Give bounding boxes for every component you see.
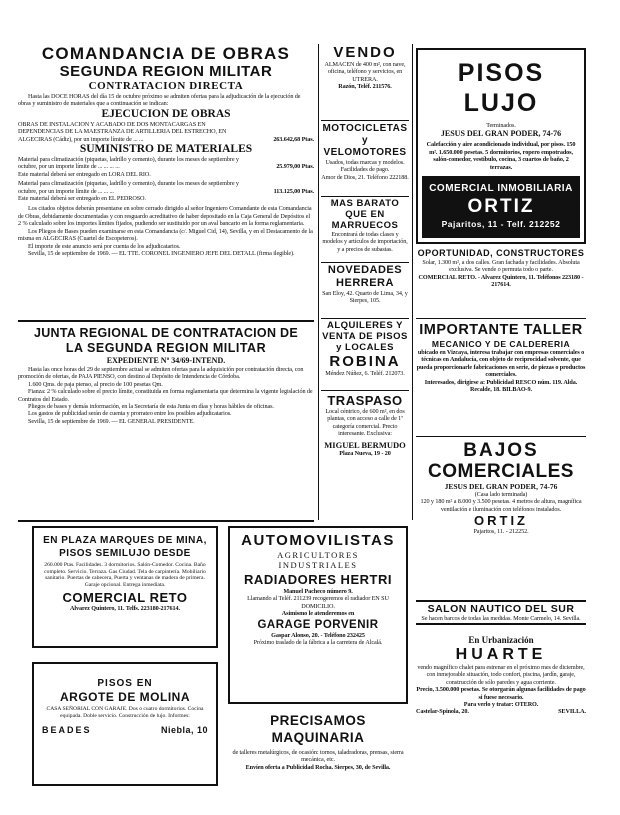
- marques-name: COMERCIAL RETO: [62, 590, 188, 606]
- obras-item-3: [18, 180, 314, 195]
- precisamos-text: de talleres metalúrgicos, de ocasión: tornos, taladradoras, prensas, sierra mecánica, etc.: [232, 749, 404, 764]
- taller-subtitle: MECANICO Y DE CALDERERIA: [431, 339, 571, 349]
- junta-quantity: 1.600 Qms. de paja pienso, al precio de 100 pesetas Qm.: [28, 380, 163, 388]
- argote-subtitle: ARGOTE DE MOLINA: [60, 690, 190, 704]
- taller-title: IMPORTANTE TALLER: [419, 322, 583, 338]
- vendo-title: VENDO: [333, 44, 397, 61]
- novedades-text: San Eloy, 42. Quarto de Lima, 34, y Sierpes, 105.: [322, 290, 408, 305]
- marques-subtitle: PISOS SEMILUJO DESDE: [59, 548, 191, 559]
- bajos-ad: [416, 440, 586, 536]
- robina-ad: [321, 320, 409, 377]
- obras-contratacion: CONTRATACION DIRECTA: [88, 80, 244, 92]
- novedades-ad: [321, 264, 409, 305]
- obras-intro: Hasta las DOCE HORAS del día 15 de octubre próximo se admiten ofertas para la adjudicación de la ejecución de obras y suministro de materiales que a continuación se indican:: [18, 93, 301, 108]
- junta-expediente: EXPEDIENTE Nº 34/69-INTEND.: [106, 356, 226, 365]
- argote-title: PISOS EN: [97, 678, 153, 689]
- huarte-text: vendo magnífico chalet para estrenar en el próximo mes de diciembre, con inmejorable situación, todo confort, piscina, jardín, garaje, construcción de sólo paredes y agua corriente.: [417, 664, 585, 686]
- divider-taller: [416, 436, 586, 437]
- obras-item-2-text: Material para climatización (piquetas, ladrillo y cemento), durante los meses de septiembre y octubre, por un importe límite de ... ... ... ...: [18, 156, 239, 171]
- traspaso-ad: [321, 393, 409, 457]
- garage-addr: Gaspar Alonso, 20. - Teléfono 232425: [271, 631, 365, 639]
- obras-ejecucion-heading: EJECUCION DE OBRAS: [101, 107, 231, 120]
- motos-title: MOTOCICLETAS y VELOMOTORES: [322, 123, 408, 158]
- automovilistas-subtitle: AGRICULTORES INDUSTRIALES: [277, 550, 359, 570]
- automovilistas-text: Llamando al Teléf. 211239 recogeremos el radiador EN SU DOMICILIO.: [247, 595, 389, 610]
- huarte-precio: Precio, 3.500.000 pesetas. Se otorgarán algunas facilidades de pago si fuese necesario.: [416, 686, 586, 701]
- pisos-lujo-banner-line1: COMERCIAL INMOBILIARIA: [429, 183, 573, 194]
- precisamos-ad: [228, 712, 408, 771]
- vendo-ad: [321, 44, 409, 91]
- taller-ad: [416, 322, 586, 393]
- huarte-addr-right: SEVILLA.: [558, 708, 586, 716]
- obras-ad: [18, 44, 314, 316]
- garage-name: GARAGE PORVENIR: [257, 618, 379, 631]
- obras-title: COMANDANCIA DE OBRAS: [41, 44, 291, 63]
- huarte-ad: [416, 635, 586, 716]
- obras-item-3-note: Este material deberá ser entregado en EL PEDROSO.: [18, 195, 146, 203]
- argote-left: BEADES: [42, 725, 92, 736]
- obras-body-3: El importe de este anuncio será por cuenta de los adjudicatarios.: [28, 242, 181, 250]
- precisamos-title: PRECISAMOS MAQUINARIA: [270, 713, 366, 745]
- taller-text: ubicado en Vizcaya, interesa trabajar con empresas comerciales o técnicas en Andalucía, con objeto de reciprocidad solvente, que pueda proporcionarle fabricaciones en serie, de piezas o productos comerciales.: [416, 349, 586, 379]
- obras-item-2-price: 25.979,00 Ptas.: [276, 163, 314, 171]
- junta-title: JUNTA REGIONAL DE CONTRATACION DE: [33, 326, 299, 340]
- pisos-lujo-address: JESUS DEL GRAN PODER, 74-76: [440, 129, 562, 139]
- salon-ad: [416, 600, 586, 625]
- obras-item-3-price: 113.125,00 Ptas.: [273, 187, 314, 195]
- oportunidad-ad: [416, 248, 586, 289]
- argote-ad: [32, 662, 218, 786]
- argote-right: Niebla, 10: [160, 725, 208, 736]
- divider-obras: [18, 320, 314, 322]
- automovilistas-ad: [228, 526, 408, 704]
- traspaso-title: TRASPASO: [327, 393, 403, 408]
- bajos-note: (Casa lado terminada): [474, 491, 528, 498]
- pisos-lujo-text: Calefacción y aire acondicionado individual, por pisos. 150 m². 1.650.000 pesetas. 5 dormitorios, ropero empotrados, salón-comedor, vestíbulo, cocina, 3 cuartos de baño, 2 terrazas.: [426, 141, 576, 171]
- obras-item-1: [18, 121, 314, 143]
- automovilistas-prox: Próximo traslado de la fábrica a la carretera de Alcalá.: [253, 639, 383, 647]
- divider-junta: [18, 520, 314, 522]
- pisos-lujo-banner: [422, 176, 580, 238]
- divider-col-left: [318, 44, 319, 520]
- automovilistas-asim: Asimismo le atenderemos en: [281, 610, 355, 618]
- obras-item-2-note: Este material deberá ser entregado en LORA DEL RIO.: [18, 170, 151, 178]
- radiadores-name: RADIADORES HERTRI: [244, 572, 392, 587]
- junta-pliegos: Pliegos de bases y demás información, en la Secretaría de esta Junta en días y horas hábiles de oficinas.: [28, 403, 274, 411]
- argote-footer: [34, 725, 216, 735]
- divider-marruecos: [321, 262, 409, 263]
- divider-robina: [321, 390, 409, 391]
- vendo-text: ALMACEN de 400 m², con nave, oficina, teléfono y servicios, en UTRERA.: [324, 61, 406, 83]
- obras-item-2: [18, 156, 314, 171]
- marruecos-text: Encontrará de todas clases y modelos y artículos de importación, y a precios de subastas.: [322, 231, 408, 253]
- divider-novedades: [321, 318, 409, 319]
- obras-signature: Sevilla, 15 de septiembre de 1969. — EL TTE. CORONEL INGENIERO JEFE DEL DETALL (firma ilegible).: [28, 249, 295, 257]
- pisos-lujo-title: PISOS LUJO: [457, 59, 545, 117]
- marques-addr: Alvarez Quintero, 11. Telfs. 223180-217614.: [70, 605, 180, 613]
- junta-subtitle: LA SEGUNDA REGION MILITAR: [65, 341, 267, 355]
- pisos-lujo-terminados: Terminados.: [486, 122, 516, 129]
- divider-col-right: [412, 44, 413, 520]
- divider-motos: [321, 196, 409, 197]
- divider-oportunidad: [416, 318, 586, 319]
- motos-ad: [321, 123, 409, 181]
- obras-item-1-text: OBRAS DE INSTALACION Y ACABADO DE DOS MONTACARGAS EN DEPENDENCIAS DE LA MAESTRANZA DE ARTILLERIA DEL ESTRECHO, EN ALGECIRAS (Cádiz), por un importe límite de ... ...: [18, 120, 227, 143]
- marques-text: 260.000 Ptas. Facilidades. 3 dormitorios. Salón-Comedor. Cocina. Baño completo. Servicio. Terraza. Gas Ciudad. Tela de carpintería. Mobiliario sanitario. Puertas de cabecera, Puerta y ventanas de madera de primera. Garaje opcional. Entrega inmediata.: [44, 562, 206, 588]
- bajos-title: BAJOS: [463, 440, 539, 461]
- salon-title: SALON NAUTICO DEL SUR: [427, 603, 575, 615]
- traspaso-addr: Plaza Nueva, 19 - 20: [339, 449, 391, 457]
- traspaso-text: Local céntrico, de 600 m², en dos plantas, con acceso a calle de 1ª categoría comercial. Precio interesante. Exclusiva:: [325, 408, 405, 438]
- obras-body-2: Los Pliegos de Bases pueden examinarse en esta Comandancia (c/. Miguel Cid, 14), Sevilla, y en el Destacamento de la misma en ALGECIRAS (Cuartel de Escopeteros).: [18, 227, 313, 243]
- bajos-addr: Pajaritos, 11. - 212252.: [473, 528, 529, 536]
- pisos-lujo-banner-line3: Pajaritos, 11 - Telf. 212252: [441, 219, 561, 229]
- novedades-subtitle: HERRERA: [336, 277, 394, 289]
- marques-ad: [32, 526, 218, 648]
- huarte-title: HUARTE: [455, 646, 547, 663]
- marques-title: EN PLAZA MARQUES DE MINA,: [43, 535, 207, 546]
- precisamos-ofertas: Envíen oferta a Publicidad Rocha. Sierpes, 30, de Sevilla.: [245, 763, 391, 771]
- pisos-lujo-banner-line2: ORTIZ: [467, 196, 535, 217]
- huarte-contact: Para verlo y tratar: OTERO.: [463, 701, 539, 709]
- obras-subtitle: SEGUNDA REGION MILITAR: [59, 63, 273, 80]
- salon-text: Se hacen barcos de todas las medidas. Monte Carmelo, 14. Sevilla.: [421, 615, 581, 622]
- junta-text: Hasta las once horas del 29 de septiembre actual se admiten ofertas para la adquisición por contratación directa, con promoción de ofertas, de PAJA PIENSO, con destino al Depósito de Intendencia de Córdoba.: [18, 366, 304, 381]
- junta-gastos: Los gastos de publicidad serán de cuenta y prorrateo entre los posibles adjudicatarios.: [28, 410, 232, 418]
- huarte-footer: [416, 708, 586, 715]
- traspaso-name: MIGUEL BERMUDO: [324, 439, 406, 450]
- junta-ad: [18, 326, 314, 516]
- bajos-name: ORTIZ: [474, 513, 528, 529]
- divider-vendo: [321, 120, 409, 121]
- junta-fianza: Fianza: 2 % calculado sobre el precio límite, constituida en forma reglamentaria que determina la vigente legislación de Contratos del Estado.: [18, 388, 313, 403]
- robina-title: ALQUILERES Y VENTA DE PISOS y LOCALES: [322, 320, 408, 353]
- obras-body: Los citados objetos deberán presentarse en sobre cerrado dirigido al señor Ingeniero Comandante de esta Comandancia de Obras, debidamente documentadas y con resguardo acreditativo de haber depositado en la Caja General de Depósitos el 2 % calculado sobre los importes límites fijados, pudiendo ser sustituido por un aval bancario en la forma reglamentaria.: [18, 205, 312, 228]
- bajos-address: JESUS DEL GRAN PODER, 74-76: [444, 482, 558, 491]
- bajos-subtitle: COMERCIALES: [428, 461, 574, 482]
- vendo-razon: Razón, Teléf. 211576.: [338, 83, 392, 91]
- huarte-pre: En Urbanización: [468, 635, 534, 645]
- huarte-addr-left: Castelar-Spinola, 20.: [416, 708, 469, 716]
- obras-item-3-text: Material para climatización (piquetas, ladrillo y cemento), durante los meses de septiembre y octubre, por un importe límite de ... ... ...: [18, 180, 239, 195]
- automovilistas-title: AUTOMOVILISTAS: [241, 532, 395, 549]
- obras-item-1-price: 263.642,68 Ptas.: [273, 135, 314, 143]
- taller-contact: Interesados, dirigirse a: Publicidad RESCO núm. 119. Alda. Recalde, 18. BILBAO-9.: [424, 378, 578, 394]
- junta-signature: Sevilla, 15 de septiembre de 1969. — EL GENERAL PRESIDENTE.: [28, 417, 195, 425]
- obras-suministro-heading: SUMINISTRO DE MATERIALES: [79, 143, 253, 156]
- motos-text: Usados, todas marcas y modelos. Facilidades de pago.: [325, 159, 405, 174]
- marruecos-ad: [321, 198, 409, 253]
- bajos-text: 120 y 180 m² a 8.000 y 3.500 pesetas. 4 metros de altura, magnífica ventilación e iluminación con teléfonos instalados.: [420, 498, 582, 513]
- automovilistas-addr: Manuel Pacheco número 9.: [283, 588, 353, 595]
- argote-text: CASA SEÑORIAL CON GARAJE. Dos o cuatro dormitorios. Cocina equipada. Doble servicio. Construcción de lujo. Informes:: [46, 706, 204, 719]
- robina-name: ROBINA: [329, 353, 401, 370]
- novedades-title: NOVEDADES: [327, 264, 403, 276]
- oportunidad-addr: COMERCIAL RETO. - Alvarez Quintero, 11. Teléfonos 223180 - 217614.: [418, 273, 584, 289]
- pisos-lujo-ad: [416, 48, 586, 244]
- motos-addr: Amor de Dios, 21. Teléfono 222188.: [321, 173, 409, 181]
- marruecos-title: MAS BARATO QUE EN MARRUECOS: [330, 198, 400, 231]
- robina-text: Méndez Núñez, 6. Teléf. 212073.: [325, 370, 405, 377]
- oportunidad-text: Solar, 1.300 m², a dos calles. Gran fachada y facilidades. Absoluta exclusiva. Se vende o permuta todo o parte.: [422, 259, 580, 274]
- oportunidad-title: OPORTUNIDAD, CONSTRUCTORES: [417, 248, 585, 258]
